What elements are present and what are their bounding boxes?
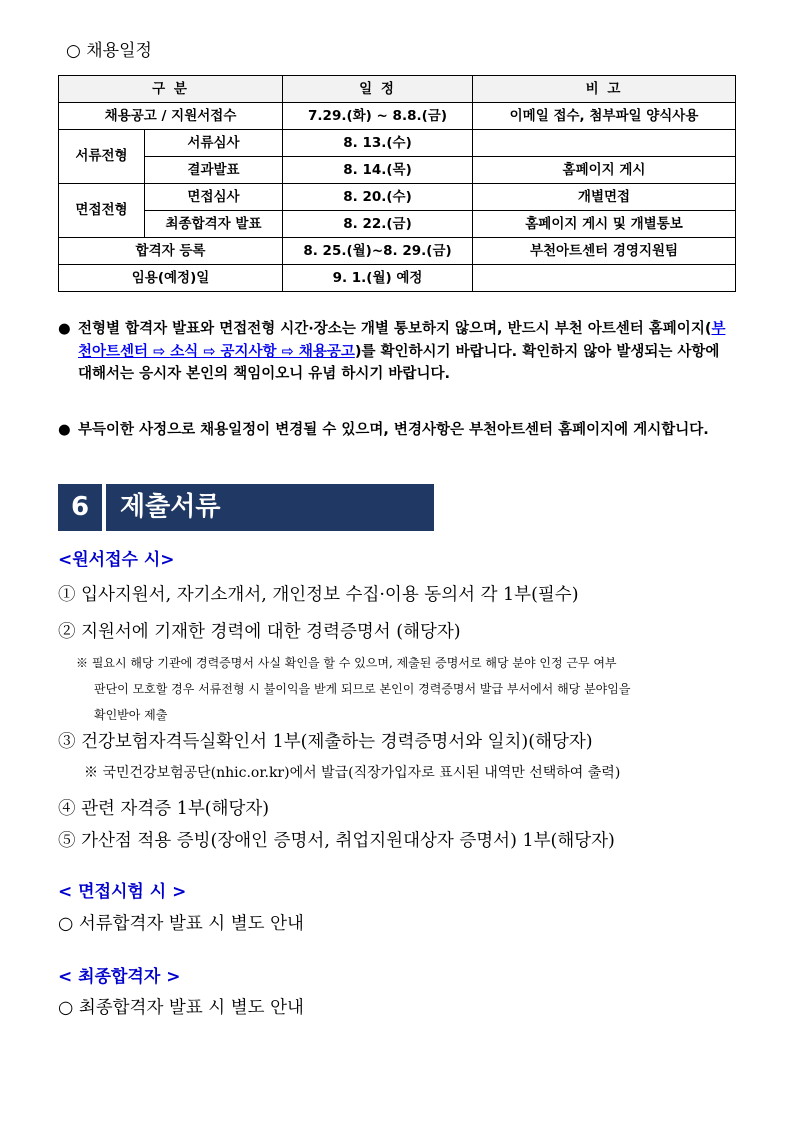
row-date: 8. 13.(수) bbox=[283, 130, 473, 157]
row-sublabel: 면접심사 bbox=[145, 184, 283, 211]
row-label: 합격자 등록 bbox=[59, 238, 283, 265]
group-label-interview: 면접전형 bbox=[59, 184, 145, 238]
insurance-note: ※ 국민건강보험공단(nhic.or.kr)에서 발급(직장가입자로 표시된 내역만 선택하여 출력) bbox=[84, 765, 621, 781]
table-row bbox=[59, 211, 736, 238]
document-item-4: ④ 관련 자격증 1부(해당자) bbox=[58, 799, 270, 819]
row-sublabel: 결과발표 bbox=[145, 157, 283, 184]
header-category: 구 분 bbox=[59, 76, 283, 103]
header-note: 비 고 bbox=[473, 76, 736, 103]
document-item-5: ⑤ 가산점 적용 증빙(장애인 증명서, 취업지원대상자 증명서) 1부(해당자) bbox=[58, 831, 615, 851]
notice-text: 부득이한 사정으로 채용일정이 변경될 수 있으며, 변경사항은 부천아트센터 홈페이지에 게시합니다. bbox=[78, 422, 709, 438]
bullet-dot-icon: ● bbox=[58, 321, 71, 337]
table-row bbox=[59, 238, 736, 265]
row-date: 9. 1.(월) 예정 bbox=[283, 265, 473, 292]
notice-bullet-2 bbox=[58, 419, 738, 442]
schedule-title: ○ 채용일정 bbox=[66, 41, 152, 61]
table-row bbox=[59, 103, 736, 130]
row-label: 채용공고 / 지원서접수 bbox=[59, 103, 283, 130]
row-date: 8. 14.(목) bbox=[283, 157, 473, 184]
table-header-row bbox=[59, 76, 736, 103]
group-label-document: 서류전형 bbox=[59, 130, 145, 184]
bullet-dot-icon: ● bbox=[58, 422, 71, 438]
table-row bbox=[59, 184, 736, 211]
row-label: 임용(예정)일 bbox=[59, 265, 283, 292]
table-row bbox=[59, 130, 736, 157]
notice-text-part1: 전형별 합격자 발표와 면접전형 시간·장소는 개별 통보하지 않으며, 반드시 부천 아트센터 홈페이지( bbox=[78, 321, 712, 337]
notice-bullet-1 bbox=[58, 318, 738, 386]
row-note: 홈페이지 게시 bbox=[473, 157, 736, 184]
document-item-2: ② 지원서에 기재한 경력에 대한 경력증명서 (해당자) bbox=[58, 622, 461, 642]
row-note: 이메일 접수, 첨부파일 양식사용 bbox=[473, 103, 736, 130]
notice-text bbox=[78, 318, 738, 386]
interview-heading: < 면접시험 시 > bbox=[58, 882, 187, 902]
row-note: 홈페이지 게시 및 개별통보 bbox=[473, 211, 736, 238]
document-item-3: ③ 건강보험자격득실확인서 1부(제출하는 경력증명서와 일치)(해당자) bbox=[58, 732, 593, 752]
schedule-table bbox=[58, 75, 736, 292]
row-note bbox=[473, 265, 736, 292]
row-note: 개별면접 bbox=[473, 184, 736, 211]
homepage-path-link[interactable]: 부천아트센터 ⇨ 소식 ⇨ 공지사항 ⇨ 채용공고 bbox=[78, 321, 726, 360]
interview-line: ○ 서류합격자 발표 시 별도 안내 bbox=[58, 914, 304, 934]
row-sublabel: 최종합격자 발표 bbox=[145, 211, 283, 238]
header-schedule: 일 정 bbox=[283, 76, 473, 103]
table-row bbox=[59, 265, 736, 292]
career-note-line-3: 확인받아 제출 bbox=[94, 708, 168, 722]
career-note-line-1: ※ 필요시 해당 기관에 경력증명서 사실 확인을 할 수 있으며, 제출된 증명서로 해당 분야 인정 근무 여부 bbox=[76, 656, 617, 670]
row-date: 7.29.(화) ~ 8.8.(금) bbox=[283, 103, 473, 130]
row-date: 8. 20.(수) bbox=[283, 184, 473, 211]
section-title: 제출서류 bbox=[106, 484, 434, 531]
application-heading: <원서접수 시> bbox=[58, 550, 175, 570]
row-date: 8. 25.(월)~8. 29.(금) bbox=[283, 238, 473, 265]
row-note bbox=[473, 130, 736, 157]
document-item-1: ① 입사지원서, 자기소개서, 개인정보 수집·이용 동의서 각 1부(필수) bbox=[58, 585, 579, 605]
section-number: 6 bbox=[58, 484, 102, 531]
row-date: 8. 22.(금) bbox=[283, 211, 473, 238]
row-note: 부천아트센터 경영지원팀 bbox=[473, 238, 736, 265]
notice-text-part2: )를 확인하시기 바랍니다. 확인하지 않아 발생되는 사항에 대해서는 응시자 본인의 책임이오니 유념 하시기 바랍니다. bbox=[78, 343, 720, 382]
row-sublabel: 서류심사 bbox=[145, 130, 283, 157]
table-row bbox=[59, 157, 736, 184]
final-line: ○ 최종합격자 발표 시 별도 안내 bbox=[58, 998, 304, 1018]
final-heading: < 최종합격자 > bbox=[58, 967, 181, 987]
career-note-line-2: 판단이 모호할 경우 서류전형 시 불이익을 받게 되므로 본인이 경력증명서 발급 부서에서 해당 분야임을 bbox=[94, 682, 631, 696]
section-banner bbox=[58, 484, 434, 531]
